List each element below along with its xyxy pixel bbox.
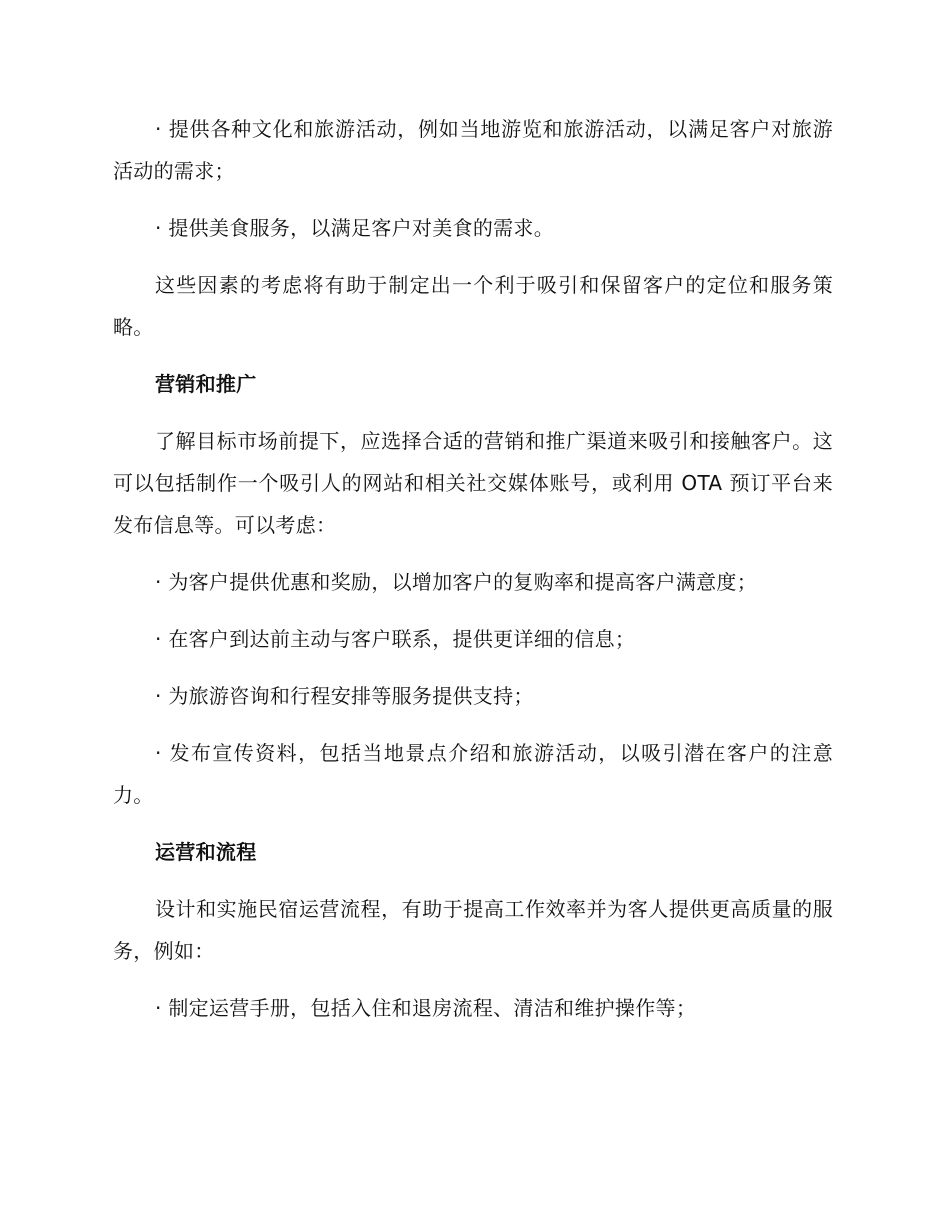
paragraph-operations-intro: 设计和实施民宿运营流程，有助于提高工作效率并为客人提供更高质量的服务，例如： bbox=[113, 897, 833, 963]
bullet-item-discounts: · 为客户提供优惠和奖励，以增加客户的复购率和提高客户满意度； bbox=[155, 570, 758, 594]
paragraph-strategy-summary: 这些因素的考虑将有助于制定出一个利于吸引和保留客户的定位和服务策略。 bbox=[113, 273, 833, 339]
section-heading-operations: 运营和流程 bbox=[155, 840, 257, 864]
document-body bbox=[113, 108, 833, 1044]
bullet-item-activities: · 提供各种文化和旅游活动，例如当地游览和旅游活动，以满足客户对旅游活动的需求； bbox=[113, 117, 833, 183]
paragraph-marketing-intro: 了解目标市场前提下，应选择合适的营销和推广渠道来吸引和接触客户。这可以包括制作一个吸引人的网站和相关社交媒体账号，或利用 OTA 预订平台来发布信息等。可以考虑： bbox=[113, 429, 833, 537]
bullet-item-consulting: · 为旅游咨询和行程安排等服务提供支持； bbox=[155, 684, 534, 708]
bullet-item-food: · 提供美食服务，以满足客户对美食的需求。 bbox=[155, 216, 555, 240]
bullet-item-contact: · 在客户到达前主动与客户联系，提供更详细的信息； bbox=[155, 627, 636, 651]
bullet-item-promotion: · 发布宣传资料，包括当地景点介绍和旅游活动，以吸引潜在客户的注意力。 bbox=[113, 741, 833, 807]
bullet-item-manual: · 制定运营手册，包括入住和退房流程、清洁和维护操作等； bbox=[155, 996, 697, 1020]
section-heading-marketing: 营销和推广 bbox=[155, 372, 257, 396]
